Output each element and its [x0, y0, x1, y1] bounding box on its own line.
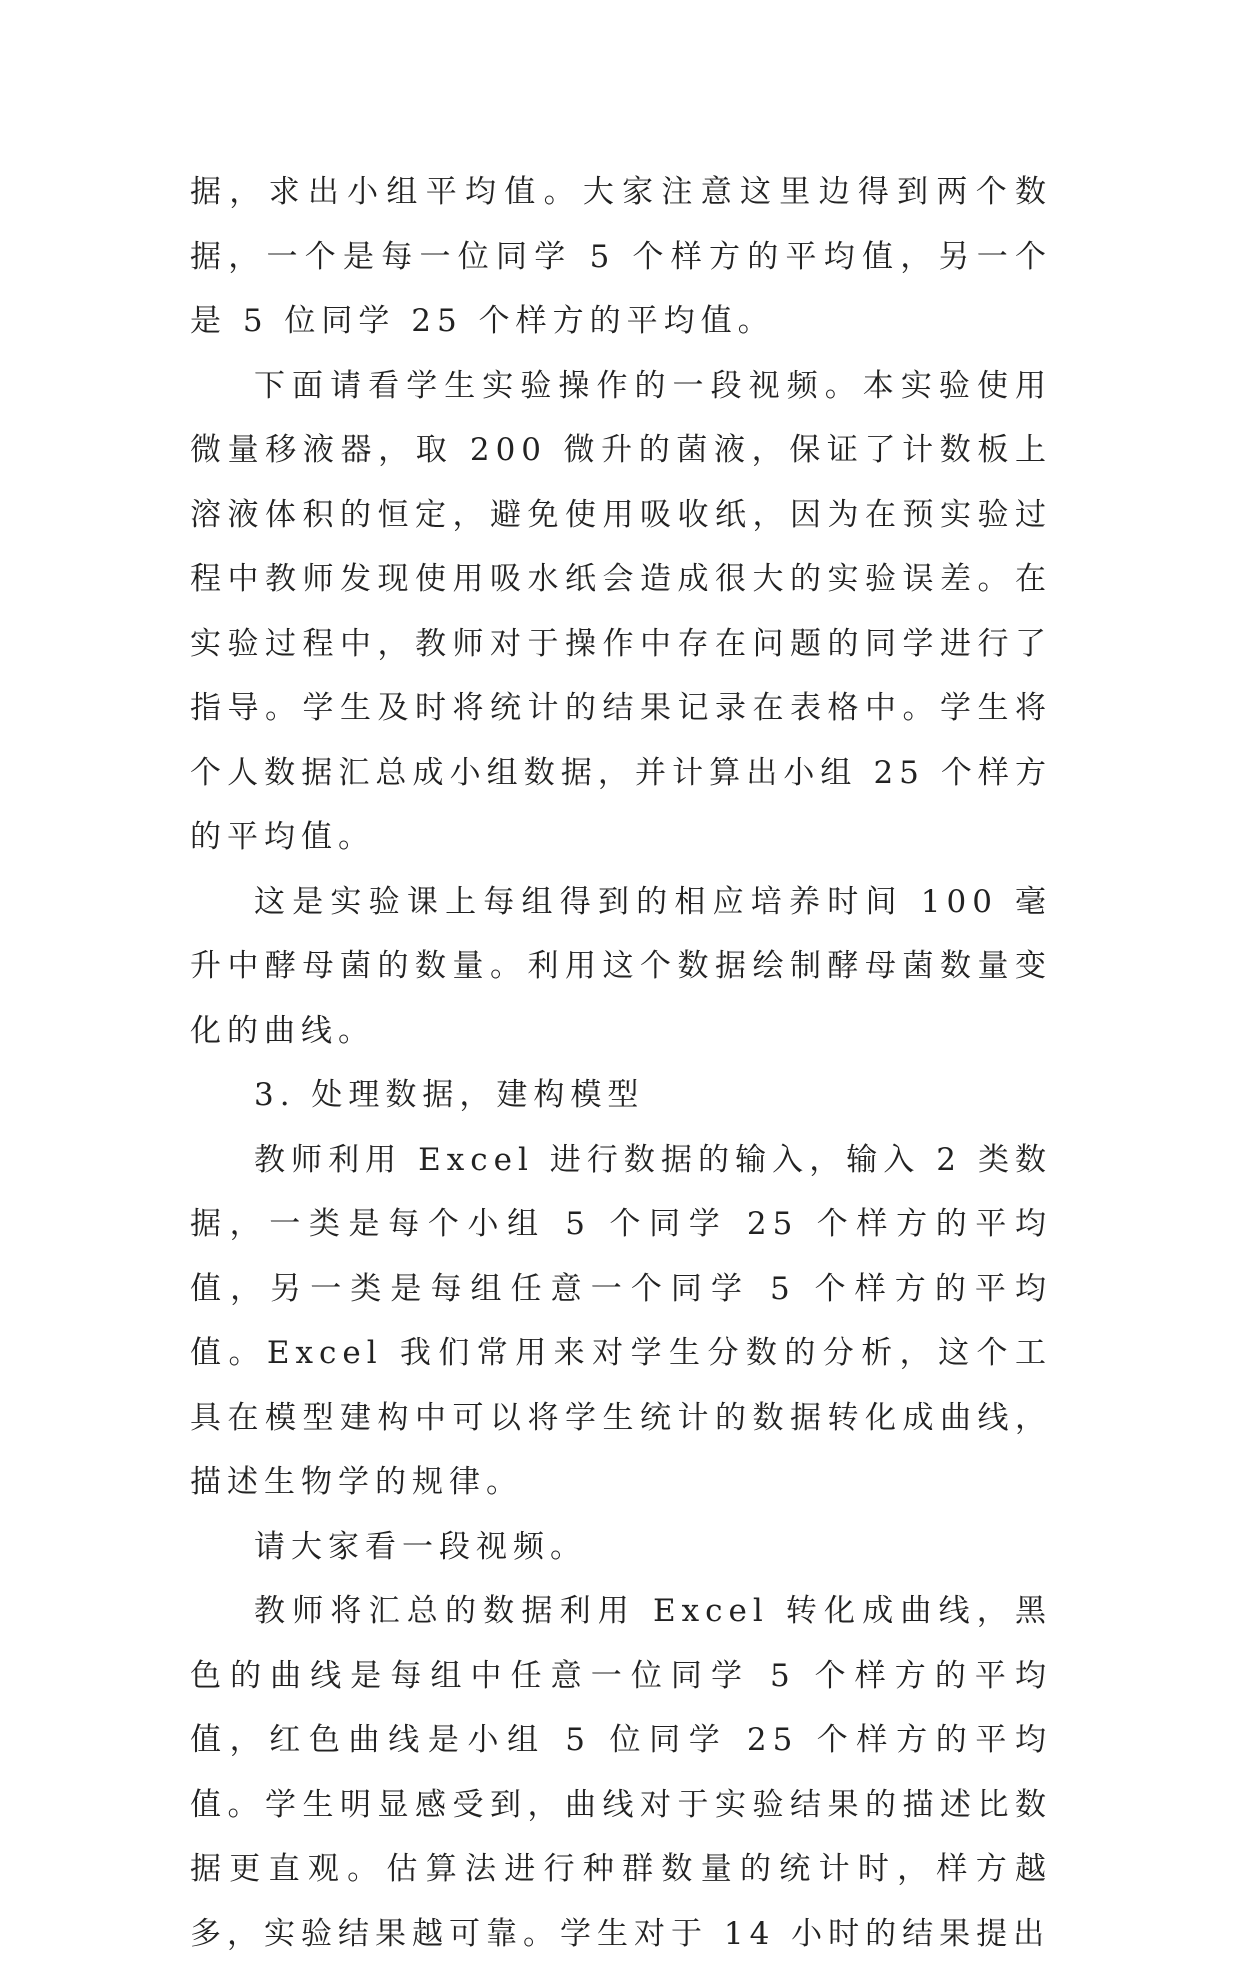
- paragraph-3: 这是实验课上每组得到的相应培养时间 100 毫升中酵母菌的数量。利用这个数据绘制酵母菌数量变化的曲线。: [190, 883, 1052, 1049]
- paragraph-6: 教师将汇总的数据利用 Excel 转化成曲线，黑色的曲线是每组中任意一位同学 5 个样方的平均值，红色曲线是小组 5 位同学 25 个样方的平均值。学生明显感受到，曲线对于实验结果的描述比数据更直观。估算法进行种群数量的统计时，样方越多，实验结果越可靠。学生对于 14 小时的结果提出: [190, 1593, 1052, 1952]
- document-body: [190, 160, 1052, 1966]
- paragraph-5: 请大家看一段视频。: [254, 1528, 587, 1565]
- paragraph-2: 下面请看学生实验操作的一段视频。本实验使用微量移液器，取 200 微升的菌液，保证了计数板上溶液体积的恒定，避免使用吸收纸，因为在预实验过程中教师发现使用吸水纸会造成很大的实验误差。在实验过程中，教师对于操作中存在问题的同学进行了指导。学生及时将统计的结果记录在表格中。学生将个人数据汇总成小组数据，并计算出小组 25 个样方的平均值。: [190, 367, 1052, 855]
- paragraph-4: 教师利用 Excel 进行数据的输入，输入 2 类数据，一类是每个小组 5 个同学 25 个样方的平均值，另一类是每组任意一个同学 5 个样方的平均值。Excel 我们常用来对学生分数的分析，这个工具在模型建构中可以将学生统计的数据转化成曲线，描述生物学的规律。: [190, 1141, 1052, 1500]
- paragraph-1: 据，求出小组平均值。大家注意这里边得到两个数据，一个是每一位同学 5 个样方的平均值，另一个是 5 位同学 25 个样方的平均值。: [190, 174, 1052, 339]
- section-heading: 3. 处理数据，建构模型: [254, 1077, 645, 1113]
